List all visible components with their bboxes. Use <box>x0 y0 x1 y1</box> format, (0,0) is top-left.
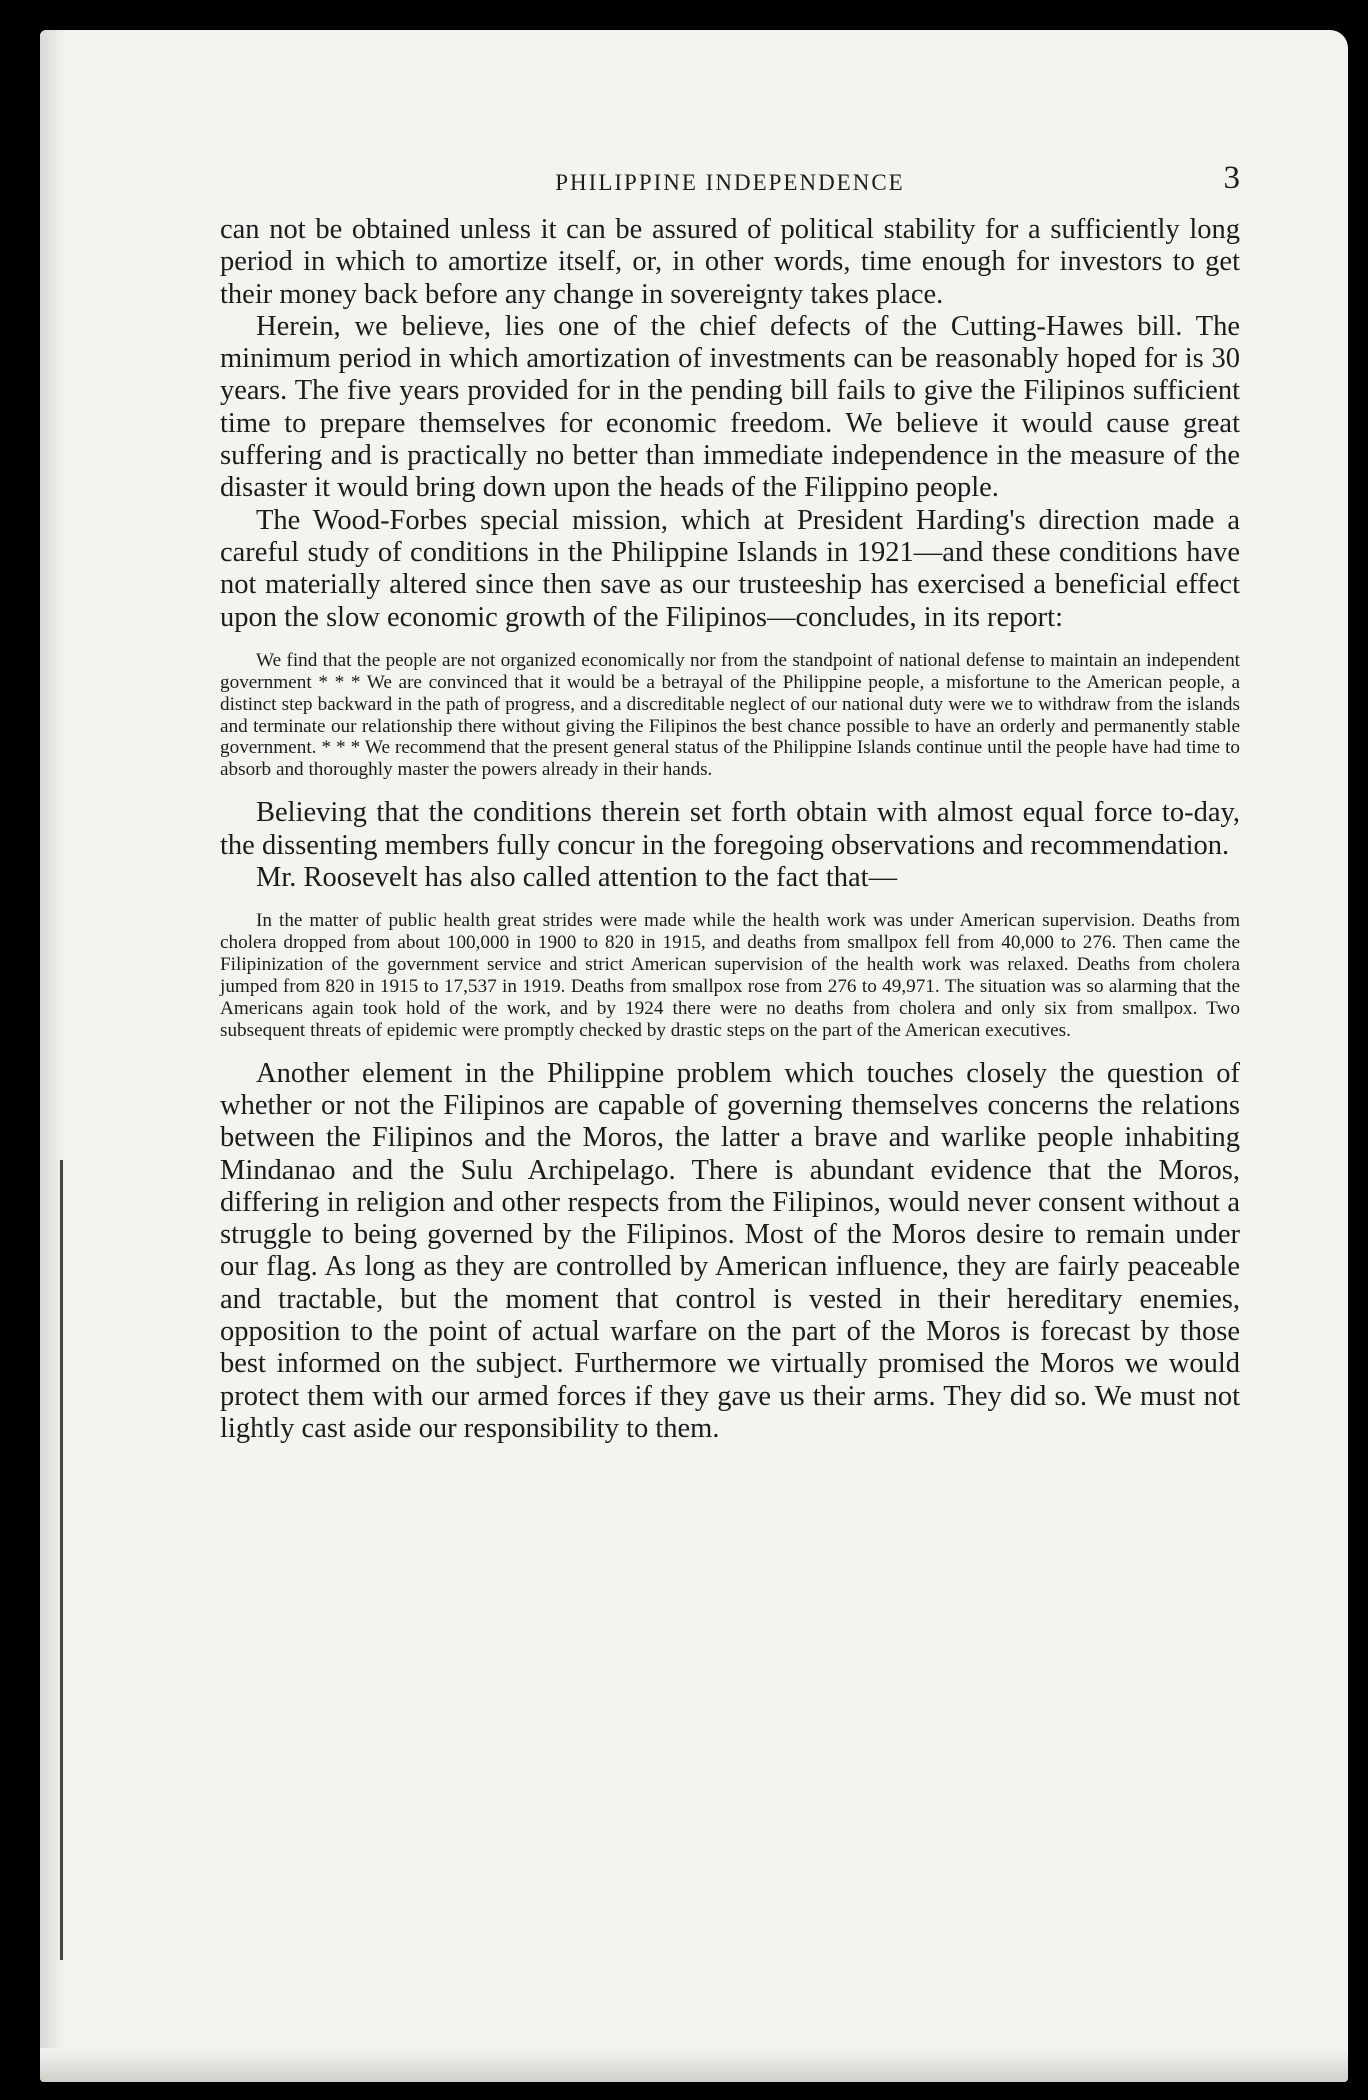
paragraph-continuation: can not be obtained unless it can be assured of political stability for a sufficiently long period in which to amortize itself, or, in other words, time enough for investors to get their money back before any change in sovereignty takes place. <box>220 214 1240 310</box>
paragraph-roosevelt: Mr. Roosevelt has also called attention to the fact that— <box>256 861 898 893</box>
page-content <box>220 140 1240 1445</box>
margin-binding-line <box>60 1160 63 1960</box>
block-quote-public-health: In the matter of public health great strides were made while the health work was under American supervision. Deaths from cholera dropped from about 100,000 in 1900 to 820 in 1915, and deaths from smallpox fell from 40,000 to 276. Then came the Filipinization of the government service and strict American supervision of the health work was relaxed. Deaths from cholera jumped from 820 in 1915 to 17,537 in 1919. Deaths from smallpox rose from 276 to 49,971. The situation was so alarming that the Americans again took hold of the work, and by 1924 there were no deaths from cholera and only six from smallpox. Two subsequent threats of epidemic were promptly checked by drastic steps on the part of the American executives. <box>220 910 1240 1041</box>
document-page <box>40 30 1348 2082</box>
page-number: 3 <box>1223 160 1240 196</box>
paragraph-wood-forbes: The Wood-Forbes special mission, which at President Harding's direction made a careful study of conditions in the Philippine Islands in 1921—and these conditions have not materially altered since then save as our trusteeship has exercised a beneficial effect upon the slow economic growth of the Filipinos—concludes, in its report: <box>220 504 1240 633</box>
block-quote-report: We find that the people are not organized economically nor from the standpoint of national defense to maintain an independent government * * * We are convinced that it would be a betrayal of the Philippine people, a misfortune to the American people, a distinct step backward in the path of progress, and a discreditable neglect of our national duty were we to withdraw from the islands and terminate our relationship there without giving the Filipinos the best chance possible to have an orderly and permanently stable government. * * * We recommend that the present general status of the Philippine Islands continue until the people have had time to absorb and thoroughly master the powers already in their hands. <box>220 649 1240 781</box>
paragraph-concur: Believing that the conditions therein set forth obtain with almost equal force to-day, the dissenting members fully concur in the foregoing observations and recommendation. <box>220 797 1240 861</box>
page-shadow-bottom <box>40 2048 1348 2082</box>
running-header <box>220 140 1240 200</box>
running-title: PHILIPPINE INDEPENDENCE <box>555 170 905 195</box>
paragraph-cutting-hawes: Herein, we believe, lies one of the chief defects of the Cutting-Hawes bill. The minimum period in which amortization of investments can be reasonably hoped for is 30 years. The five years provided for in the pending bill fails to give the Filipinos sufficient time to prepare themselves for economic freedom. We believe it would cause great suffering and is practically no better than immediate independence in the measure of the disaster it would bring down upon the heads of the Filippino people. <box>220 310 1240 504</box>
paragraph-moros: Another element in the Philippine problem which touches closely the question of whether or not the Filipinos are capable of governing themselves concerns the relations between the Filipinos and the Moros, the latter a brave and warlike people inhabiting Mindanao and the Sulu Archipelago. There is abundant evidence that the Moros, differing in religion and other respects from the Filipinos, would never consent without a struggle to being governed by the Filipinos. Most of the Moros desire to remain under our flag. As long as they are controlled by American influence, they are fairly peaceable and tractable, but the moment that control is vested in their hereditary enemies, opposition to the point of actual warfare on the part of the Moros is forecast by those best informed on the subject. Furthermore we virtually promised the Moros we would protect them with our armed forces if they gave us their arms. They did so. We must not lightly cast aside our responsibility to them. <box>220 1057 1240 1444</box>
